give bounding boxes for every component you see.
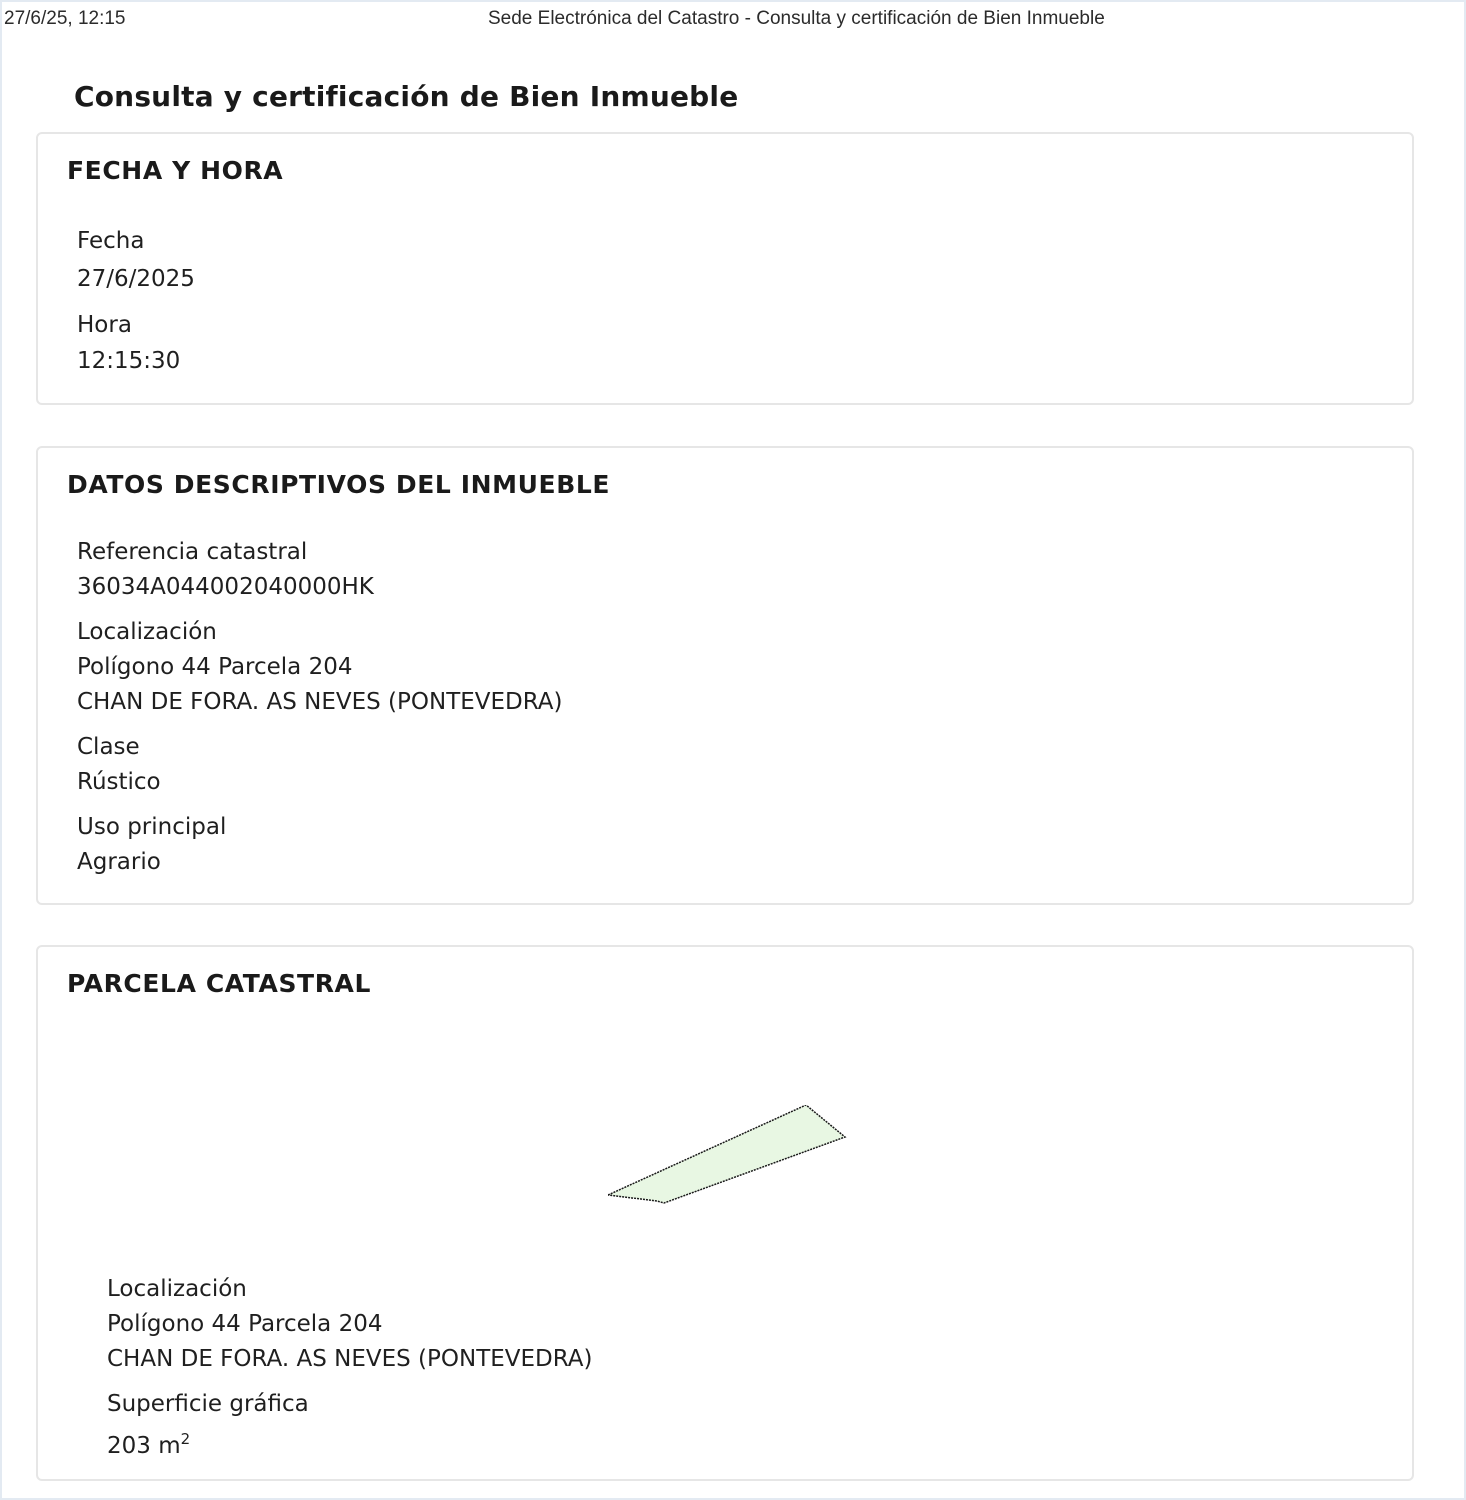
page-title: Consulta y certificación de Bien Inmueble [74,80,739,113]
parcel-polygon [608,1105,845,1203]
parcela-catastral-heading: PARCELA CATASTRAL [67,969,372,998]
print-header [4,8,1462,32]
referencia-value: 36034A044002040000HK [77,574,374,600]
parcela-catastral-card [36,945,1414,1481]
superficie-value-wrapper [107,1422,593,1464]
uso-principal-value: Agrario [77,849,161,875]
parcela-localizacion-line2: CHAN DE FORA. AS NEVES (PONTEVEDRA) [107,1346,593,1372]
datos-descriptivos-card [36,446,1414,905]
localizacion-line2: CHAN DE FORA. AS NEVES (PONTEVEDRA) [77,689,563,715]
hora-value: 12:15:30 [77,348,181,374]
fecha-hora-card [36,132,1414,405]
hora-label: Hora [77,312,132,338]
localizacion-label: Localización [77,619,217,645]
superficie-unit-exponent: 2 [180,1430,191,1448]
superficie-label: Superficie gráfica [107,1391,309,1417]
parcel-map-image [608,1105,848,1205]
fecha-value: 27/6/2025 [77,266,195,292]
clase-value: Rústico [77,769,161,795]
parcela-localizacion-label: Localización [107,1276,247,1302]
fecha-hora-fields [77,226,195,376]
clase-label: Clase [77,734,140,760]
parcela-localizacion-line1: Polígono 44 Parcela 204 [107,1311,383,1337]
superficie-value: 203 m [107,1433,181,1459]
referencia-label: Referencia catastral [77,539,308,565]
parcela-catastral-fields [107,1272,593,1464]
localizacion-line1: Polígono 44 Parcela 204 [77,654,353,680]
fecha-hora-heading: FECHA Y HORA [67,156,284,185]
uso-principal-label: Uso principal [77,814,227,840]
datos-descriptivos-fields [77,535,563,880]
print-document-title: Sede Electrónica del Catastro - Consulta y certificación de Bien Inmueble [488,8,1105,29]
print-timestamp: 27/6/25, 12:15 [4,8,126,29]
fecha-label: Fecha [77,228,145,254]
datos-descriptivos-heading: DATOS DESCRIPTIVOS DEL INMUEBLE [67,470,611,499]
